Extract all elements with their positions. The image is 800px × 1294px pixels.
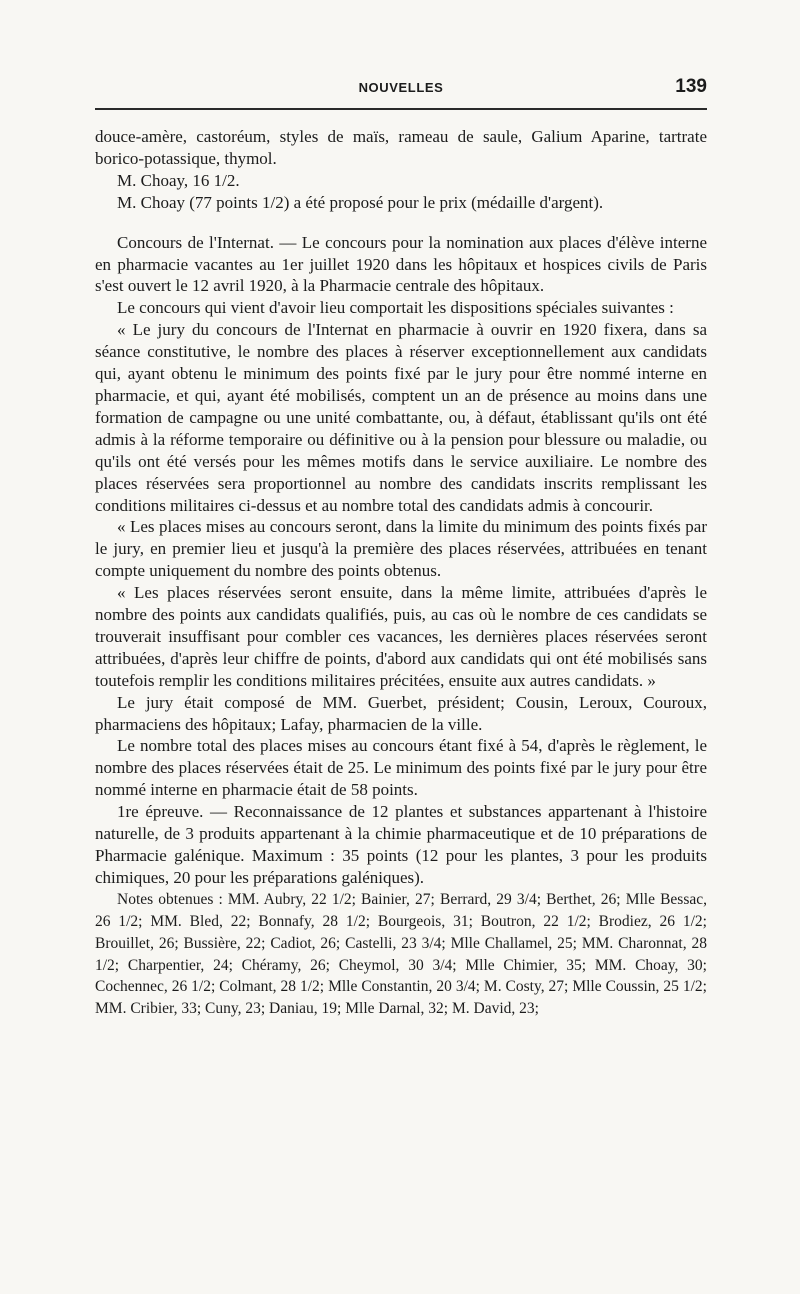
section-paragraph: Concours de l'Internat. — Le concours pour la nomination aux places d'élève interne en pharmacie vacantes au 1er juillet 1920 dans les hôpitaux et hospices civils de Paris s'est ouvert le 12 avril 1920, à la Pharmacie centrale des hôpitaux. bbox=[95, 232, 707, 296]
running-title: NOUVELLES bbox=[358, 80, 444, 95]
header-rule bbox=[95, 108, 707, 110]
page-number: 139 bbox=[675, 76, 707, 97]
quoted-paragraph: « Le jury du concours de l'Internat en pharmacie à ouvrir en 1920 fixera, dans sa séance constitutive, le nombre des places à réserver exceptionnellement aux candidats qui, ayant obtenu le minimum des points fixé par le jury pour être nommé interne en pharmacie, et qui, ayant été mobilisés, comptent un an de présence au moins dans une formation de campagne ou une unité combattante, ou, à défaut, établissant qu'ils ont été admis à la réforme temporaire ou définitive ou à la pension pour blessure ou maladie, ou qu'ils ont été versés pour les mêmes motifs dans le service auxiliaire. Le nombre des places réservées sera proportionnel au nombre des candidats inscrits remplissant les conditions militaires ci-dessus et au nombre total des candidats admis à concourir. bbox=[95, 320, 707, 515]
page-header bbox=[95, 76, 707, 100]
paragraph: Le nombre total des places mises au concours étant fixé à 54, d'après le règlement, le nombre des places réservées était de 25. Le minimum des points fixé par le jury pour être nommé interne en pharmacie était de 58 points. bbox=[95, 736, 707, 800]
body-text bbox=[95, 126, 707, 1020]
results-list: Notes obtenues : MM. Aubry, 22 1/2; Bainier, 27; Berrard, 29 3/4; Berthet, 26; Mlle Bessac, 26 1/2; MM. Bled, 22; Bonnafy, 28 1/2; Bourgeois, 31; Boutron, 22 1/2; Brodiez, 26 1/2; Brouillet, 26; Bussière, 22; Cadiot, 26; Castelli, 23 3/4; Mlle Challamel, 25; MM. Charonnat, 28 1/2; Charpentier, 24; Chéramy, 26; Cheymol, 30 3/4; Mlle Chimier, 35; MM. Choay, 30; Cochennec, 26 1/2; Colmant, 28 1/2; Mlle Constantin, 20 3/4; M. Costy, 27; Mlle Coussin, 25 1/2; MM. Cribier, 33; Cuny, 23; Daniau, 19; Mlle Darnal, 32; M. David, 23; bbox=[95, 890, 707, 1018]
paragraph: 1re épreuve. — Reconnaissance de 12 plantes et substances appartenant à l'histoire naturelle, de 3 produits appartenant à la chimie pharmaceutique et de 10 préparations de Pharmacie galénique. Maximum : 35 points (12 pour les plantes, 3 pour les produits chimiques, 20 pour les préparations galéniques). bbox=[95, 802, 707, 887]
quoted-paragraph: « Les places mises au concours seront, dans la limite du minimum des points fixés par le jury, en premier lieu et jusqu'à la première des places réservées, attribuées en tenant compte uniquement du nombre des points obtenus. bbox=[95, 517, 707, 581]
paragraph: M. Choay (77 points 1/2) a été proposé pour le prix (médaille d'argent). bbox=[117, 192, 604, 212]
paragraph: Le concours qui vient d'avoir lieu comportait les dispositions spéciales suivantes : bbox=[117, 298, 674, 318]
paragraph: douce-amère, castoréum, styles de maïs, rameau de saule, Galium Aparine, tartrate borico-potassique, thymol. bbox=[95, 127, 707, 168]
paragraph: Le jury était composé de MM. Guerbet, président; Cousin, Leroux, Couroux, pharmaciens des hôpitaux; Lafay, pharmacien de la ville. bbox=[95, 692, 707, 734]
quoted-paragraph: « Les places réservées seront ensuite, dans la même limite, attribuées d'après le nombre des points aux candidats qualifiés, puis, au cas où le nombre de ces candidats se trouverait insuffisant pour combler ces vacances, les dernières places réservées seront attribuées, d'après leur chiffre de points, d'abord aux candidats qui ont été mobilisés sans toutefois remplir les conditions militaires précitées, ensuite aux autres candidats. » bbox=[95, 583, 707, 690]
paragraph: M. Choay, 16 1/2. bbox=[117, 170, 240, 190]
